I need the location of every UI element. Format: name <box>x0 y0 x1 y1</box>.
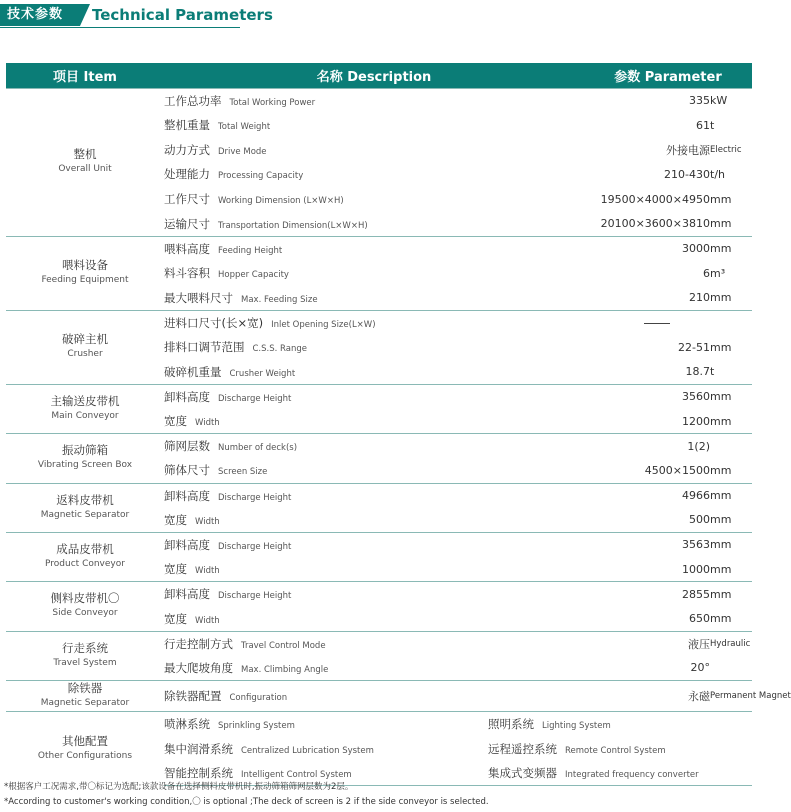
param-name-en: Width <box>195 615 220 626</box>
group-name-en: Feeding Equipment <box>41 275 129 286</box>
param-name-en: Transportation Dimension(L×W×H) <box>218 220 368 231</box>
param-name-en: C.S.S. Range <box>252 344 307 355</box>
param-value: 500 <box>689 513 710 527</box>
param-name-cn: 排料口调节范围 <box>164 340 245 355</box>
config-name-cn: 集中润滑系统 <box>164 741 233 756</box>
param-value: 永磁 <box>584 681 710 712</box>
table-row <box>6 236 752 261</box>
param-name-en: Width <box>195 566 220 577</box>
param-unit: Electric <box>710 144 742 155</box>
param-name-en: Total Working Power <box>229 97 316 108</box>
col-header-description: 名称 Description <box>164 63 584 88</box>
param-value: 210-430 <box>664 167 710 181</box>
param-value <box>584 310 710 335</box>
param-value: 1200 <box>682 414 710 428</box>
param-description <box>164 384 584 409</box>
param-name-en: Discharge Height <box>218 591 292 602</box>
param-name-cn: 破碎机重量 <box>164 364 222 379</box>
param-value: 1000 <box>682 562 710 576</box>
param-unit: mm <box>710 532 752 557</box>
table-row <box>6 434 752 459</box>
param-description <box>164 162 584 187</box>
param-name-cn: 喂料高度 <box>164 241 210 256</box>
param-value: 210 <box>689 291 710 305</box>
param-name-cn: 处理能力 <box>164 167 210 182</box>
param-unit: mm <box>710 414 732 428</box>
spec-table-body <box>6 88 791 786</box>
section-header <box>0 0 760 30</box>
group-name-en: Side Conveyor <box>52 608 118 619</box>
config-name-cn: 智能控制系统 <box>164 765 233 780</box>
param-value: 2855 <box>584 582 710 607</box>
param-description <box>164 532 584 557</box>
group-name-cn: 其他配置 <box>62 733 108 748</box>
group-label <box>6 483 164 532</box>
group-name-en: Product Conveyor <box>45 559 125 570</box>
param-name-cn: 最大喂料尺寸 <box>164 290 233 305</box>
param-name-en: Discharge Height <box>218 393 292 404</box>
param-name-cn: 卸料高度 <box>164 537 210 552</box>
param-description <box>164 286 584 311</box>
param-value: 3563 <box>584 532 710 557</box>
footnote-en: *According to customer's working condition,〇 is optional ;The deck of screen is 2 if the side conveyor is selected. <box>4 797 489 807</box>
param-unit: mm <box>710 192 732 206</box>
param-unit: Hydraulic <box>710 631 752 656</box>
param-name-en: Discharge Height <box>218 541 292 552</box>
section-title-cn: 技术参数 <box>0 4 80 26</box>
param-name-cn: 工作总功率 <box>164 93 222 108</box>
param-name-cn: 料斗容积 <box>164 266 210 281</box>
param-name-en: Width <box>195 418 220 429</box>
param-name-en: Discharge Height <box>218 492 292 503</box>
param-description <box>164 483 584 508</box>
group-name-en: Vibrating Screen Box <box>37 460 133 471</box>
param-unit: t/h <box>710 167 725 181</box>
param-value: 4966 <box>584 483 710 508</box>
param-description <box>164 137 584 162</box>
param-unit: mm <box>710 217 732 231</box>
param-unit: t <box>710 118 715 132</box>
table-row <box>6 532 752 557</box>
group-label <box>6 712 164 786</box>
param-name-en: Crusher Weight <box>229 368 296 379</box>
config-name-cn: 集成式变频器 <box>488 765 557 780</box>
param-unit <box>710 434 752 459</box>
group-name-cn: 侧料皮带机〇 <box>50 591 120 606</box>
param-name-en: Working Dimension (L×W×H) <box>218 196 344 207</box>
table-row <box>6 384 752 409</box>
table-row <box>6 88 752 113</box>
param-description <box>164 261 584 286</box>
param-name-cn: 进料口尺寸(长×宽) <box>164 315 264 330</box>
config-name-cn: 喷淋系统 <box>164 717 210 732</box>
group-label <box>6 582 164 631</box>
group-name-cn: 成品皮带机 <box>56 542 114 557</box>
table-row <box>6 310 752 335</box>
empty-value-dash <box>644 323 670 324</box>
param-name-cn: 宽度 <box>164 611 187 626</box>
param-value: 3560 <box>584 384 710 409</box>
param-name-cn: 筛体尺寸 <box>164 463 210 478</box>
param-value: 22-51 <box>678 340 710 354</box>
param-unit <box>710 656 752 681</box>
param-unit: mm <box>710 562 732 576</box>
param-unit: mm <box>710 463 732 477</box>
param-description <box>164 335 584 360</box>
param-value: 外接电源 <box>666 143 710 157</box>
param-unit <box>710 310 752 335</box>
header-underline <box>0 27 240 28</box>
config-name-en: Integrated frequency converter <box>565 769 699 780</box>
param-description <box>164 458 584 483</box>
param-name-cn: 运输尺寸 <box>164 216 210 231</box>
config-name-en: Intelligent Control System <box>241 769 352 780</box>
param-value: 18.7 <box>685 365 710 379</box>
table-row <box>6 681 752 712</box>
other-config-right <box>488 736 666 761</box>
param-unit: mm <box>710 291 732 305</box>
config-name-en: Sprinkling System <box>218 721 295 732</box>
param-name-en: Screen Size <box>218 467 268 478</box>
param-name-en: Processing Capacity <box>218 171 304 182</box>
param-description <box>164 434 584 459</box>
param-name-en: Width <box>195 516 220 527</box>
group-name-cn: 返料皮带机 <box>56 492 114 507</box>
param-name-en: Hopper Capacity <box>218 270 289 281</box>
param-value: 20° <box>690 661 710 675</box>
table-header-row <box>6 63 752 88</box>
param-description <box>164 508 584 533</box>
param-description <box>164 88 584 113</box>
param-value: 6 <box>703 266 710 280</box>
param-unit: mm <box>710 582 752 607</box>
group-name-en: Other Configurations <box>37 750 133 761</box>
param-name-en: Total Weight <box>218 122 271 133</box>
param-description <box>164 582 584 607</box>
group-name-en: Travel System <box>53 657 117 668</box>
group-name-en: Magnetic Separator <box>40 509 130 520</box>
section-title-en: Technical Parameters <box>92 6 273 24</box>
group-label <box>6 310 164 384</box>
param-value: 650 <box>689 612 710 626</box>
param-name-cn: 卸料高度 <box>164 389 210 404</box>
config-name-en: Lighting System <box>542 721 611 732</box>
param-name-cn: 筛网层数 <box>164 439 210 454</box>
group-label <box>6 88 164 236</box>
param-description <box>164 631 584 656</box>
group-label <box>6 236 164 310</box>
footnote-cn: *根据客户工况需求,带〇标记为选配;该款设备在选择侧料皮带机时,振动筛箱筛网层数为2层。 <box>4 782 354 792</box>
param-name-cn: 工作尺寸 <box>164 192 210 207</box>
param-name-cn: 宽度 <box>164 562 187 577</box>
param-description <box>164 681 584 712</box>
param-unit: mm <box>710 236 752 261</box>
param-name-en: Configuration <box>229 693 288 703</box>
param-name-cn: 行走控制方式 <box>164 636 233 651</box>
param-value: 1(2) <box>584 434 710 459</box>
param-description <box>164 113 584 138</box>
param-unit: mm <box>710 384 752 409</box>
param-name-cn: 除铁器配置 <box>164 689 222 703</box>
group-label <box>6 681 164 712</box>
param-value: 4500×1500 <box>644 463 710 477</box>
group-label <box>6 631 164 680</box>
param-name-en: Max. Feeding Size <box>241 294 318 305</box>
param-description <box>164 360 584 385</box>
param-value: 液压 <box>584 631 710 656</box>
group-label <box>6 384 164 433</box>
config-name-cn: 远程遥控系统 <box>488 741 557 756</box>
param-name-cn: 宽度 <box>164 512 187 527</box>
param-description <box>164 656 584 681</box>
col-header-item: 项目 Item <box>6 63 164 88</box>
group-name-en: Main Conveyor <box>51 410 119 421</box>
param-description <box>164 187 584 212</box>
param-value: 61 <box>696 118 710 132</box>
group-name-cn: 整机 <box>73 147 97 162</box>
param-unit: kW <box>710 88 752 113</box>
param-description <box>164 236 584 261</box>
param-description <box>164 557 584 582</box>
param-unit: mm <box>710 612 732 626</box>
group-name-cn: 除铁器 <box>67 681 103 695</box>
group-name-cn: 主输送皮带机 <box>50 393 120 408</box>
table-row <box>6 712 752 737</box>
param-unit: mm <box>710 340 732 354</box>
col-header-parameter: 参数 Parameter <box>584 63 752 88</box>
param-description <box>164 409 584 434</box>
param-value: 20100×3600×3810 <box>600 217 710 231</box>
param-name-en: Drive Mode <box>218 146 267 157</box>
param-description <box>164 310 584 335</box>
table-row <box>6 631 752 656</box>
param-unit: Permanent Magnet <box>710 681 752 712</box>
param-description <box>164 211 584 236</box>
param-unit: mm <box>710 483 752 508</box>
config-name-en: Centralized Lubrication System <box>241 745 374 756</box>
table-row <box>6 582 752 607</box>
param-name-cn: 卸料高度 <box>164 488 210 503</box>
group-label <box>6 532 164 581</box>
param-name-en: Travel Control Mode <box>241 640 326 651</box>
other-config-right <box>488 712 656 737</box>
config-name-en: Remote Control System <box>565 745 666 756</box>
other-config-right <box>488 761 699 786</box>
param-name-en: Number of deck(s) <box>218 443 298 454</box>
param-name-en: Feeding Height <box>218 245 283 256</box>
group-name-en: Magnetic Separator <box>40 698 130 708</box>
param-name-en: Max. Climbing Angle <box>241 664 329 675</box>
param-unit: m³ <box>710 266 726 280</box>
param-name-cn: 整机重量 <box>164 118 210 133</box>
param-name-cn: 最大爬坡角度 <box>164 660 233 675</box>
param-value: 19500×4000×4950 <box>600 192 710 206</box>
table-row <box>6 483 752 508</box>
param-name-cn: 卸料高度 <box>164 587 210 602</box>
spec-table <box>6 63 791 786</box>
group-name-cn: 行走系统 <box>62 640 108 655</box>
group-name-cn: 喂料设备 <box>62 258 108 273</box>
param-unit: mm <box>710 513 732 527</box>
group-label <box>6 434 164 483</box>
param-name-cn: 动力方式 <box>164 142 210 157</box>
param-name-cn: 宽度 <box>164 414 187 429</box>
param-description <box>164 606 584 631</box>
param-name-en: Inlet Opening Size(L×W) <box>271 319 376 330</box>
param-unit: t <box>710 365 715 379</box>
param-value: 335 <box>584 88 710 113</box>
config-name-cn: 照明系统 <box>488 717 534 732</box>
param-value: 3000 <box>584 236 710 261</box>
group-name-en: Crusher <box>67 349 103 360</box>
group-name-en: Overall Unit <box>58 164 112 175</box>
group-name-cn: 振动筛箱 <box>62 443 108 458</box>
group-name-cn: 破碎主机 <box>62 332 108 347</box>
